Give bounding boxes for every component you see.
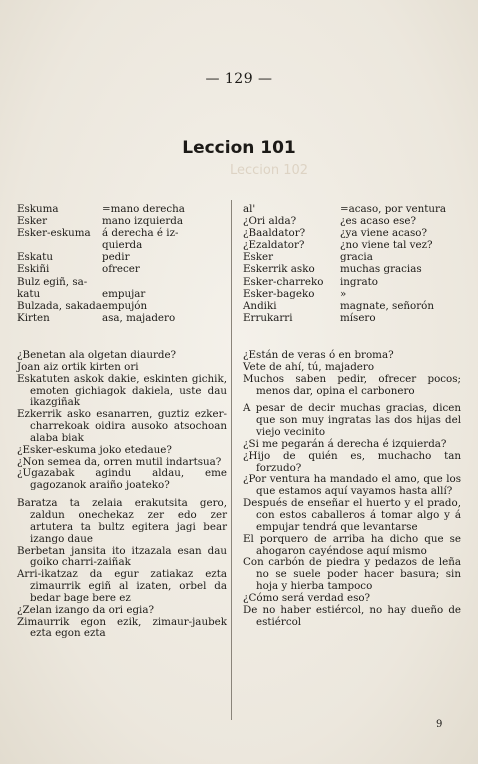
vocab-entry xyxy=(243,239,468,251)
basque-sentences xyxy=(17,350,227,640)
vocab-entry xyxy=(243,215,468,227)
vocab-entry xyxy=(243,276,468,288)
vocab-entry xyxy=(243,263,468,275)
vocab-meaning: ¿es acaso ese? xyxy=(340,215,416,228)
vocab-word: Eskiñi xyxy=(17,263,50,276)
vocab-word: Esker-charreko xyxy=(243,275,324,288)
sentence: ¿Si me pegarán á derecha é izquierda? xyxy=(243,437,447,450)
signature-mark: 9 xyxy=(436,719,443,730)
sentence: Joan aiz ortik kirten ori xyxy=(17,360,139,373)
vocab-word: Eskatu xyxy=(17,251,53,264)
sentence: Vete de ahí, tú, majadero xyxy=(243,360,375,373)
sentence: A pesar de decir muchas gracias, dicen que son muy ingratas las dos hijas del viejo vecinito xyxy=(243,402,461,439)
vocab-meaning: muchas gracias xyxy=(340,263,422,276)
sentence: Después de enseñar el huerto y el prado, con estos caballeros á tomar algo y á empujar tendrá que levantarse xyxy=(243,497,461,533)
sentence: Muchos saben pedir, ofrecer pocos; menos dar, opina el carbonero xyxy=(243,372,461,397)
vocab-entry xyxy=(17,239,227,251)
vocab-entry xyxy=(17,251,227,263)
vocab-word: ¿Ori alda? xyxy=(243,215,297,228)
sentence: ¿Están de veras ó en broma? xyxy=(243,349,394,361)
spanish-sentences xyxy=(243,350,461,628)
vocab-meaning: pedir xyxy=(102,251,130,264)
vocab-meaning: empujón xyxy=(102,299,148,312)
vocab-word: ¿Baaldator? xyxy=(243,227,306,240)
vocab-entry xyxy=(243,288,468,300)
vocab-word: Bulzada, sakada xyxy=(17,299,102,312)
vocab-entry xyxy=(17,215,227,227)
vocab-word: Eskerrik asko xyxy=(243,263,315,276)
sentence: ¿Ugazabak agindu aldau, eme gagozanok araiño joateko? xyxy=(17,467,227,492)
vocab-entry xyxy=(17,263,227,275)
vocab-meaning: mísero xyxy=(340,311,376,324)
vocab-entry xyxy=(17,227,227,239)
vocab-word: Esker-eskuma xyxy=(17,227,91,240)
sentence: Con carbón de piedra y pedazos de leña no se suele poder hacer basura; sin hoja y hierba tampoco xyxy=(243,556,461,593)
vocab-entry xyxy=(243,227,468,239)
vocabulary-right-column xyxy=(243,203,468,324)
vocab-entry xyxy=(243,203,468,215)
vocab-word: Bulz egiñ, sa- xyxy=(17,275,88,288)
page-number: — 129 — xyxy=(205,71,273,87)
vocab-meaning: quierda xyxy=(102,239,143,252)
vocab-meaning: magnate, señorón xyxy=(340,299,435,312)
vocab-word: katu xyxy=(17,287,41,300)
vocab-word: Errukarri xyxy=(243,311,293,324)
vocab-meaning: mano izquierda xyxy=(102,215,183,228)
vocab-entry xyxy=(243,300,468,312)
vocab-word: Andiki xyxy=(243,299,277,312)
sentence: ¿Benetan ala olgetan diaurde? xyxy=(17,349,177,361)
vocab-meaning: ofrecer xyxy=(102,263,140,276)
sentence: Arri-ikatzaz da egur zatiakaz ezta zimaurrik egiñ al izaten, orbel da bedar bage bere ez xyxy=(17,568,227,604)
vocab-entry xyxy=(243,251,468,263)
sentence: ¿Non semea da, orren mutil indartsua? xyxy=(17,455,222,468)
vocab-meaning: ingrato xyxy=(340,275,378,288)
vocab-word: Kirten xyxy=(17,311,50,324)
vocab-word: Eskuma xyxy=(17,203,59,215)
sentence: ¿Esker-eskuma joko etedaue? xyxy=(17,443,172,456)
vocab-entry xyxy=(17,276,227,288)
vocab-meaning: empujar xyxy=(102,287,146,300)
vocab-entry xyxy=(17,203,227,215)
sentence: El porquero de arriba ha dicho que se ahogaron cayéndose aquí mismo xyxy=(243,532,461,557)
sentence: Ezkerrik asko esanarren, guztiz ezker-charrekoak oidira ausoko atsochoan alaba biak xyxy=(17,408,227,444)
sentence: ¿Zelan izango da ori egia? xyxy=(17,603,154,616)
vocab-meaning: ¿ya viene acaso? xyxy=(340,227,428,240)
vocab-entry xyxy=(17,312,227,324)
sentence: De no haber estiércol, no hay dueño de estiércol xyxy=(243,603,461,628)
lesson-title: Leccion 101 xyxy=(182,138,296,158)
vocab-meaning: asa, majadero xyxy=(102,311,176,324)
sentence: ¿Hijo de quién es, muchacho tan forzudo? xyxy=(243,449,461,474)
vocab-meaning: á derecha é iz- xyxy=(102,227,179,240)
sentence: ¿Por ventura ha mandado el amo, que los que estamos aquí vayamos hasta allí? xyxy=(243,473,461,498)
sentence: Baratza ta zelaia erakutsita gero, zaldun onechekaz zer edo zer artutera ta bultz egitera jagi bear izango daue xyxy=(17,497,227,545)
vocab-word: Esker xyxy=(17,215,48,228)
vocabulary-left-column xyxy=(17,203,227,324)
sentence: ¿Cómo será verdad eso? xyxy=(243,591,371,604)
vocab-meaning: gracia xyxy=(340,251,373,264)
vocab-entry xyxy=(17,300,227,312)
vocab-meaning: =acaso, por ventura xyxy=(340,203,447,215)
column-divider xyxy=(231,200,232,720)
show-through-text: Leccion 102 xyxy=(230,163,309,178)
vocab-meaning: ¿no viene tal vez? xyxy=(340,239,433,252)
vocab-entry xyxy=(17,288,227,300)
sentence: Zimaurrik egon ezik, zimaur-jaubek ezta egon ezta xyxy=(17,615,227,640)
sentence: Eskatuten askok dakie, eskinten gichik, emoten gichiagok dakiela, uste dau ikazgiñak xyxy=(17,372,227,409)
vocab-word: Esker-bageko xyxy=(243,287,315,300)
sentence: Berbetan jansita ito itzazala esan dau goiko charri-zaiñak xyxy=(17,544,227,569)
vocab-word: ¿Ezaldator? xyxy=(243,239,305,252)
vocab-entry xyxy=(243,312,468,324)
vocab-meaning: » xyxy=(340,287,347,300)
vocab-meaning: =mano derecha xyxy=(102,203,185,215)
vocab-word: al' xyxy=(243,203,256,215)
vocab-word: Esker xyxy=(243,251,274,264)
